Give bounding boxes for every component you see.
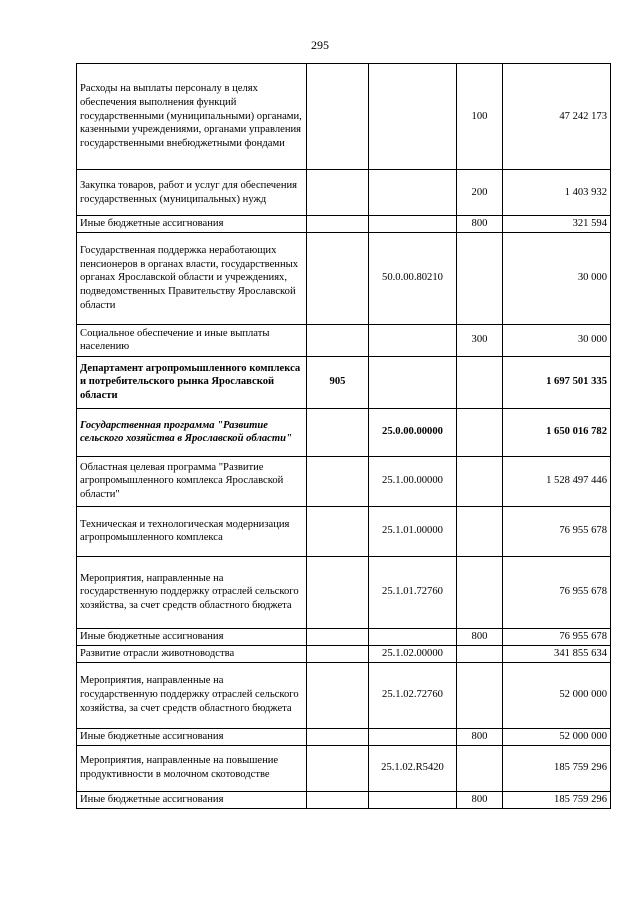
table-row — [77, 628, 611, 645]
cell-vr — [457, 232, 503, 324]
cell-vr — [457, 506, 503, 556]
cell-csr — [369, 216, 457, 233]
table-row — [77, 456, 611, 506]
cell-name: Иные бюджетные ассигнования — [77, 628, 307, 645]
cell-grbs — [307, 216, 369, 233]
cell-amount: 1 650 016 782 — [503, 408, 611, 456]
cell-csr: 25.1.02.R5420 — [369, 745, 457, 791]
cell-name: Иные бюджетные ассигнования — [77, 216, 307, 233]
cell-amount: 52 000 000 — [503, 728, 611, 745]
cell-grbs — [307, 232, 369, 324]
cell-name: Иные бюджетные ассигнования — [77, 728, 307, 745]
cell-vr: 800 — [457, 728, 503, 745]
cell-name: Государственная программа "Развитие сельского хозяйства в Ярославской области" — [77, 408, 307, 456]
cell-amount: 30 000 — [503, 324, 611, 356]
cell-grbs — [307, 556, 369, 628]
cell-vr — [457, 456, 503, 506]
cell-amount: 76 955 678 — [503, 506, 611, 556]
cell-csr: 50.0.00.80210 — [369, 232, 457, 324]
cell-csr: 25.1.02.00000 — [369, 645, 457, 662]
table-row — [77, 324, 611, 356]
cell-name: Техническая и технологическая модернизация агропромышленного комплекса — [77, 506, 307, 556]
cell-vr: 800 — [457, 216, 503, 233]
page-number: 295 — [311, 38, 329, 52]
cell-csr: 25.1.00.00000 — [369, 456, 457, 506]
cell-grbs — [307, 728, 369, 745]
cell-name: Социальное обеспечение и иные выплаты населению — [77, 324, 307, 356]
cell-name: Мероприятия, направленные на государственную поддержку отраслей сельского хозяйства, за счет средств областного бюджета — [77, 662, 307, 728]
table-row — [77, 745, 611, 791]
cell-amount: 47 242 173 — [503, 64, 611, 170]
cell-amount: 341 855 634 — [503, 645, 611, 662]
cell-amount: 76 955 678 — [503, 556, 611, 628]
cell-name: Областная целевая программа "Развитие агропромышленного комплекса Ярославской области" — [77, 456, 307, 506]
cell-csr — [369, 64, 457, 170]
cell-grbs — [307, 64, 369, 170]
cell-vr — [457, 408, 503, 456]
cell-grbs — [307, 745, 369, 791]
cell-vr — [457, 645, 503, 662]
table-row — [77, 662, 611, 728]
cell-csr — [369, 628, 457, 645]
cell-amount: 321 594 — [503, 216, 611, 233]
cell-csr: 25.1.02.72760 — [369, 662, 457, 728]
cell-grbs — [307, 791, 369, 808]
cell-vr — [457, 356, 503, 408]
cell-vr: 200 — [457, 170, 503, 216]
cell-name: Закупка товаров, работ и услуг для обеспечения государственных (муниципальных) нужд — [77, 170, 307, 216]
cell-csr: 25.0.00.00000 — [369, 408, 457, 456]
cell-vr — [457, 662, 503, 728]
cell-name: Мероприятия, направленные на государственную поддержку отраслей сельского хозяйства, за счет средств областного бюджета — [77, 556, 307, 628]
cell-vr: 800 — [457, 628, 503, 645]
cell-name: Государственная поддержка неработающих пенсионеров в органах власти, государственных органах Ярославской области и учреждениях, подведомственных Правительству Ярославской области — [77, 232, 307, 324]
cell-grbs — [307, 324, 369, 356]
cell-csr: 25.1.01.72760 — [369, 556, 457, 628]
table-row — [77, 506, 611, 556]
cell-grbs — [307, 170, 369, 216]
table-row — [77, 170, 611, 216]
cell-vr: 100 — [457, 64, 503, 170]
cell-amount: 1 528 497 446 — [503, 456, 611, 506]
cell-csr: 25.1.01.00000 — [369, 506, 457, 556]
cell-csr — [369, 356, 457, 408]
cell-grbs — [307, 628, 369, 645]
budget-table — [76, 63, 611, 809]
cell-grbs — [307, 456, 369, 506]
table-row — [77, 64, 611, 170]
cell-amount: 185 759 296 — [503, 791, 611, 808]
cell-grbs — [307, 645, 369, 662]
cell-grbs — [307, 408, 369, 456]
cell-vr: 300 — [457, 324, 503, 356]
cell-vr: 800 — [457, 791, 503, 808]
cell-csr — [369, 728, 457, 745]
cell-amount: 1 697 501 335 — [503, 356, 611, 408]
cell-amount: 76 955 678 — [503, 628, 611, 645]
cell-name: Развитие отрасли животноводства — [77, 645, 307, 662]
cell-amount: 52 000 000 — [503, 662, 611, 728]
cell-amount: 185 759 296 — [503, 745, 611, 791]
cell-grbs: 905 — [307, 356, 369, 408]
table-row — [77, 356, 611, 408]
table-row — [77, 556, 611, 628]
table-row — [77, 728, 611, 745]
cell-name: Иные бюджетные ассигнования — [77, 791, 307, 808]
table-row — [77, 216, 611, 233]
cell-vr — [457, 556, 503, 628]
cell-grbs — [307, 662, 369, 728]
cell-name: Департамент агропромышленного комплекса и потребительского рынка Ярославской области — [77, 356, 307, 408]
table-row — [77, 232, 611, 324]
table-row — [77, 645, 611, 662]
table-row — [77, 408, 611, 456]
budget-table-body — [77, 64, 611, 809]
cell-name: Мероприятия, направленные на повышение продуктивности в молочном скотоводстве — [77, 745, 307, 791]
cell-grbs — [307, 506, 369, 556]
cell-vr — [457, 745, 503, 791]
table-row — [77, 791, 611, 808]
cell-amount: 1 403 932 — [503, 170, 611, 216]
cell-csr — [369, 324, 457, 356]
cell-csr — [369, 791, 457, 808]
cell-csr — [369, 170, 457, 216]
cell-name: Расходы на выплаты персоналу в целях обеспечения выполнения функций государственными (муниципальными) органами, казенными учреждениями, органами управления государственными внебюджетными фондами — [77, 64, 307, 170]
cell-amount: 30 000 — [503, 232, 611, 324]
